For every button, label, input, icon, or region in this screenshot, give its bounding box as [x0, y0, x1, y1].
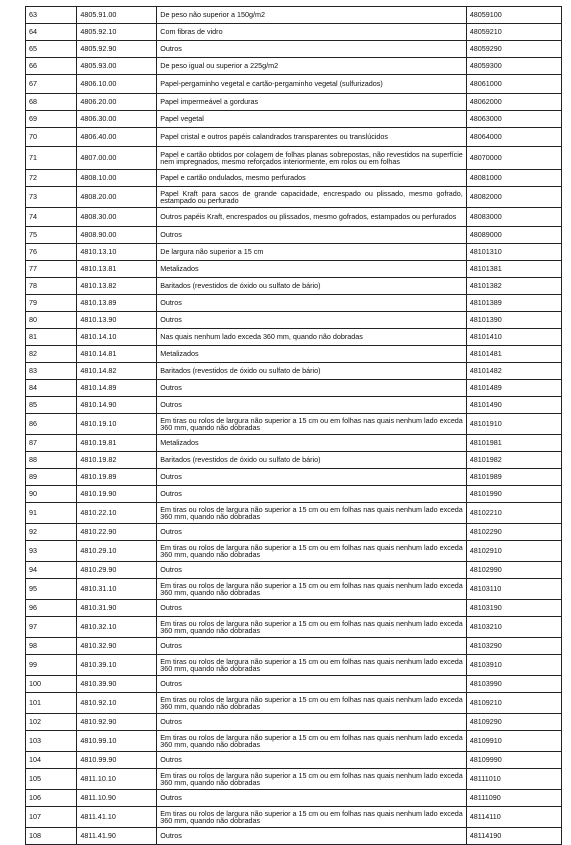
ncm-code: 4810.32.90	[77, 638, 157, 655]
row-number: 95	[26, 579, 77, 600]
item-code: 48101381	[466, 261, 561, 278]
ncm-code: 4810.29.10	[77, 541, 157, 562]
item-code: 48083000	[466, 208, 561, 227]
ncm-code: 4810.39.90	[77, 676, 157, 693]
row-number: 108	[26, 828, 77, 845]
table-row	[26, 24, 562, 41]
row-number: 96	[26, 600, 77, 617]
item-code: 48103210	[466, 617, 561, 638]
item-description: De peso não superior a 150g/m2	[157, 7, 467, 24]
table-row	[26, 94, 562, 111]
item-description: Outros	[157, 227, 467, 244]
row-number: 78	[26, 278, 77, 295]
table-row	[26, 208, 562, 227]
table-row	[26, 397, 562, 414]
row-number: 82	[26, 346, 77, 363]
ncm-code: 4805.91.00	[77, 7, 157, 24]
table-row	[26, 693, 562, 714]
item-description: Em tiras ou rolos de largura não superior a 15 cm ou em folhas nas quais nenhum lado exceda 360 mm, quando não dobradas	[157, 655, 467, 676]
row-number: 76	[26, 244, 77, 261]
table-row	[26, 312, 562, 329]
row-number: 63	[26, 7, 77, 24]
ncm-code: 4806.40.00	[77, 128, 157, 147]
table-row	[26, 414, 562, 435]
item-code: 48064000	[466, 128, 561, 147]
item-code: 48081000	[466, 170, 561, 187]
table-row	[26, 147, 562, 170]
row-number: 98	[26, 638, 77, 655]
item-description: Em tiras ou rolos de largura não superior a 15 cm ou em folhas nas quais nenhum lado exceda 360 mm, quando não dobradas	[157, 414, 467, 435]
ncm-table	[25, 6, 562, 845]
table-row	[26, 617, 562, 638]
item-description: Papel impermeável a gorduras	[157, 94, 467, 111]
table-row	[26, 41, 562, 58]
row-number: 81	[26, 329, 77, 346]
item-code: 48102210	[466, 503, 561, 524]
item-description: Metalizados	[157, 435, 467, 452]
table-row	[26, 752, 562, 769]
row-number: 88	[26, 452, 77, 469]
ncm-code: 4806.10.00	[77, 75, 157, 94]
row-number: 94	[26, 562, 77, 579]
ncm-code: 4811.41.90	[77, 828, 157, 845]
row-number: 64	[26, 24, 77, 41]
item-code: 48059210	[466, 24, 561, 41]
row-number: 75	[26, 227, 77, 244]
ncm-code: 4808.10.00	[77, 170, 157, 187]
ncm-code: 4810.14.82	[77, 363, 157, 380]
item-description: Em tiras ou rolos de largura não superior a 15 cm ou em folhas nas quais nenhum lado exceda 360 mm, quando não dobradas	[157, 579, 467, 600]
item-description: Outros	[157, 295, 467, 312]
item-code: 48063000	[466, 111, 561, 128]
table-row	[26, 541, 562, 562]
item-code: 48059300	[466, 58, 561, 75]
ncm-code: 4811.10.90	[77, 790, 157, 807]
table-row	[26, 227, 562, 244]
item-code: 48102290	[466, 524, 561, 541]
item-code: 48103290	[466, 638, 561, 655]
row-number: 69	[26, 111, 77, 128]
table-row	[26, 244, 562, 261]
row-number: 86	[26, 414, 77, 435]
item-description: Metalizados	[157, 261, 467, 278]
table-row	[26, 187, 562, 208]
table-row	[26, 655, 562, 676]
ncm-code: 4810.13.81	[77, 261, 157, 278]
row-number: 87	[26, 435, 77, 452]
item-code: 48114190	[466, 828, 561, 845]
item-code: 48101390	[466, 312, 561, 329]
item-description: Outros	[157, 828, 467, 845]
item-code: 48114110	[466, 807, 561, 828]
item-code: 48101481	[466, 346, 561, 363]
item-code: 48101482	[466, 363, 561, 380]
item-code: 48101910	[466, 414, 561, 435]
item-code: 48102990	[466, 562, 561, 579]
table-row	[26, 503, 562, 524]
item-description: Em tiras ou rolos de largura não superior a 15 cm ou em folhas nas quais nenhum lado exceda 360 mm, quando não dobradas	[157, 693, 467, 714]
ncm-code: 4805.93.00	[77, 58, 157, 75]
row-number: 79	[26, 295, 77, 312]
item-code: 48101989	[466, 469, 561, 486]
table-row	[26, 731, 562, 752]
table-row	[26, 769, 562, 790]
table-row	[26, 329, 562, 346]
item-description: Outros	[157, 600, 467, 617]
ncm-code: 4810.31.10	[77, 579, 157, 600]
row-number: 83	[26, 363, 77, 380]
item-description: Com fibras de vidro	[157, 24, 467, 41]
row-number: 92	[26, 524, 77, 541]
ncm-code: 4810.13.89	[77, 295, 157, 312]
item-code: 48109990	[466, 752, 561, 769]
item-code: 48101382	[466, 278, 561, 295]
item-code: 48111010	[466, 769, 561, 790]
item-description: Em tiras ou rolos de largura não superior a 15 cm ou em folhas nas quais nenhum lado exceda 360 mm, quando não dobradas	[157, 541, 467, 562]
table-row	[26, 828, 562, 845]
table-row	[26, 261, 562, 278]
row-number: 107	[26, 807, 77, 828]
ncm-code: 4810.14.81	[77, 346, 157, 363]
row-number: 84	[26, 380, 77, 397]
table-row	[26, 790, 562, 807]
table-row	[26, 486, 562, 503]
ncm-code: 4810.92.10	[77, 693, 157, 714]
row-number: 72	[26, 170, 77, 187]
ncm-code: 4806.20.00	[77, 94, 157, 111]
ncm-code: 4810.19.82	[77, 452, 157, 469]
table-row	[26, 170, 562, 187]
table-row	[26, 807, 562, 828]
ncm-code: 4805.92.10	[77, 24, 157, 41]
item-description: De largura não superior a 15 cm	[157, 244, 467, 261]
row-number: 103	[26, 731, 77, 752]
item-code: 48109290	[466, 714, 561, 731]
table-row	[26, 75, 562, 94]
item-code: 48101489	[466, 380, 561, 397]
row-number: 100	[26, 676, 77, 693]
item-description: Papel e cartão obtidos por colagem de folhas planas sobrepostas, não revestidos na superfície nem impregnados, mesmo reforçados interiormente, em rolos ou em folhas	[157, 147, 467, 170]
item-description: Outros	[157, 469, 467, 486]
item-code: 48059290	[466, 41, 561, 58]
ncm-code: 4810.13.10	[77, 244, 157, 261]
item-description: Em tiras ou rolos de largura não superior a 15 cm ou em folhas nas quais nenhum lado exceda 360 mm, quando não dobradas	[157, 807, 467, 828]
row-number: 89	[26, 469, 77, 486]
ncm-code: 4811.10.10	[77, 769, 157, 790]
item-description: Baritados (revestidos de óxido ou sulfato de bário)	[157, 363, 467, 380]
row-number: 68	[26, 94, 77, 111]
item-code: 48061000	[466, 75, 561, 94]
item-code: 48103910	[466, 655, 561, 676]
table-row	[26, 278, 562, 295]
row-number: 91	[26, 503, 77, 524]
row-number: 99	[26, 655, 77, 676]
item-code: 48103110	[466, 579, 561, 600]
item-description: Outros	[157, 486, 467, 503]
row-number: 77	[26, 261, 77, 278]
item-description: De peso igual ou superior a 225g/m2	[157, 58, 467, 75]
ncm-code: 4806.30.00	[77, 111, 157, 128]
item-code: 48103990	[466, 676, 561, 693]
item-description: Papel e cartão ondulados, mesmo perfurados	[157, 170, 467, 187]
table-row	[26, 676, 562, 693]
item-description: Nas quais nenhum lado exceda 360 mm, quando não dobradas	[157, 329, 467, 346]
item-code: 48089000	[466, 227, 561, 244]
table-row	[26, 452, 562, 469]
row-number: 71	[26, 147, 77, 170]
ncm-code: 4810.14.89	[77, 380, 157, 397]
ncm-code: 4808.20.00	[77, 187, 157, 208]
row-number: 85	[26, 397, 77, 414]
table-row	[26, 435, 562, 452]
item-description: Outros	[157, 41, 467, 58]
item-description: Baritados (revestidos de óxido ou sulfato de bário)	[157, 278, 467, 295]
item-description: Papel-pergaminho vegetal e cartão-pergaminho vegetal (sulfurizados)	[157, 75, 467, 94]
item-description: Em tiras ou rolos de largura não superior a 15 cm ou em folhas nas quais nenhum lado exceda 360 mm, quando não dobradas	[157, 769, 467, 790]
item-code: 48062000	[466, 94, 561, 111]
item-code: 48109910	[466, 731, 561, 752]
item-description: Outros papéis Kraft, encrespados ou plissados, mesmo gofrados, estampados ou perfurados	[157, 208, 467, 227]
table-row	[26, 111, 562, 128]
item-description: Papel Kraft para sacos de grande capacidade, encrespado ou plissado, mesmo gofrado, estampado ou perfurado	[157, 187, 467, 208]
item-description: Em tiras ou rolos de largura não superior a 15 cm ou em folhas nas quais nenhum lado exceda 360 mm, quando não dobradas	[157, 731, 467, 752]
item-description: Baritados (revestidos de óxido ou sulfato de bário)	[157, 452, 467, 469]
item-description: Outros	[157, 752, 467, 769]
item-description: Papel vegetal	[157, 111, 467, 128]
row-number: 73	[26, 187, 77, 208]
row-number: 106	[26, 790, 77, 807]
ncm-code: 4810.14.90	[77, 397, 157, 414]
item-description: Metalizados	[157, 346, 467, 363]
item-description: Outros	[157, 380, 467, 397]
item-description: Outros	[157, 676, 467, 693]
row-number: 66	[26, 58, 77, 75]
item-description: Em tiras ou rolos de largura não superior a 15 cm ou em folhas nas quais nenhum lado exceda 360 mm, quando não dobradas	[157, 617, 467, 638]
item-code: 48101990	[466, 486, 561, 503]
ncm-code: 4810.14.10	[77, 329, 157, 346]
item-code: 48101410	[466, 329, 561, 346]
row-number: 97	[26, 617, 77, 638]
item-code: 48070000	[466, 147, 561, 170]
item-code: 48101310	[466, 244, 561, 261]
row-number: 101	[26, 693, 77, 714]
item-code: 48101389	[466, 295, 561, 312]
item-description: Papel cristal e outros papéis calandrados transparentes ou translúcidos	[157, 128, 467, 147]
item-description: Em tiras ou rolos de largura não superior a 15 cm ou em folhas nas quais nenhum lado exceda 360 mm, quando não dobradas	[157, 503, 467, 524]
table-row	[26, 128, 562, 147]
table-body	[26, 7, 562, 845]
ncm-code: 4810.29.90	[77, 562, 157, 579]
table-row	[26, 295, 562, 312]
row-number: 74	[26, 208, 77, 227]
row-number: 104	[26, 752, 77, 769]
row-number: 102	[26, 714, 77, 731]
item-description: Outros	[157, 790, 467, 807]
ncm-code: 4810.99.10	[77, 731, 157, 752]
table-row	[26, 58, 562, 75]
item-code: 48101490	[466, 397, 561, 414]
item-description: Outros	[157, 524, 467, 541]
row-number: 105	[26, 769, 77, 790]
table-row	[26, 524, 562, 541]
ncm-code: 4810.39.10	[77, 655, 157, 676]
table-row	[26, 579, 562, 600]
item-code: 48101981	[466, 435, 561, 452]
ncm-code: 4810.22.10	[77, 503, 157, 524]
row-number: 93	[26, 541, 77, 562]
ncm-code: 4811.41.10	[77, 807, 157, 828]
table-row	[26, 469, 562, 486]
row-number: 67	[26, 75, 77, 94]
ncm-code: 4808.30.00	[77, 208, 157, 227]
item-code: 48111090	[466, 790, 561, 807]
ncm-code: 4808.90.00	[77, 227, 157, 244]
table-row	[26, 7, 562, 24]
ncm-code: 4810.32.10	[77, 617, 157, 638]
table-row	[26, 600, 562, 617]
table-row	[26, 562, 562, 579]
item-description: Outros	[157, 312, 467, 329]
ncm-code: 4805.92.90	[77, 41, 157, 58]
item-description: Outros	[157, 562, 467, 579]
ncm-code: 4810.13.82	[77, 278, 157, 295]
item-code: 48109210	[466, 693, 561, 714]
item-description: Outros	[157, 397, 467, 414]
item-description: Outros	[157, 638, 467, 655]
ncm-code: 4810.22.90	[77, 524, 157, 541]
ncm-code: 4810.92.90	[77, 714, 157, 731]
table-row	[26, 380, 562, 397]
row-number: 65	[26, 41, 77, 58]
ncm-code: 4810.19.90	[77, 486, 157, 503]
table-row	[26, 363, 562, 380]
row-number: 90	[26, 486, 77, 503]
ncm-code: 4810.31.90	[77, 600, 157, 617]
row-number: 80	[26, 312, 77, 329]
ncm-code: 4810.13.90	[77, 312, 157, 329]
item-code: 48101982	[466, 452, 561, 469]
item-description: Outros	[157, 714, 467, 731]
item-code: 48082000	[466, 187, 561, 208]
item-code: 48102910	[466, 541, 561, 562]
ncm-code: 4810.19.81	[77, 435, 157, 452]
table-row	[26, 714, 562, 731]
table-row	[26, 638, 562, 655]
ncm-code: 4807.00.00	[77, 147, 157, 170]
row-number: 70	[26, 128, 77, 147]
ncm-code: 4810.19.89	[77, 469, 157, 486]
ncm-code: 4810.99.90	[77, 752, 157, 769]
item-code: 48059100	[466, 7, 561, 24]
ncm-code: 4810.19.10	[77, 414, 157, 435]
item-code: 48103190	[466, 600, 561, 617]
table-row	[26, 346, 562, 363]
